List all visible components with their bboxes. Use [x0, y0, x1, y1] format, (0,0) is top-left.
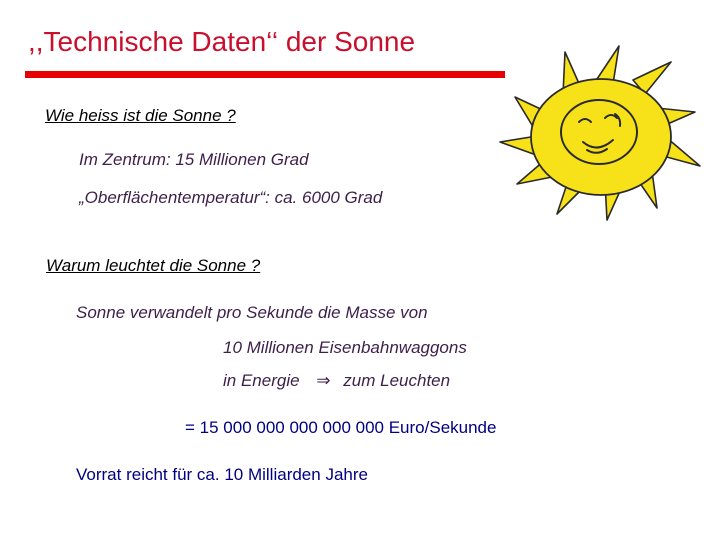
core-temperature-line: Im Zentrum: 15 Millionen Grad	[79, 150, 309, 169]
arrow-icon: ⇒	[316, 371, 331, 390]
heading-how-hot: Wie heiss ist die Sonne ?	[45, 106, 236, 125]
smiling-sun-icon	[495, 42, 707, 222]
wagons-line: 10 Millionen Eisenbahnwaggons	[223, 338, 467, 357]
energy-text: in Energie	[223, 371, 300, 390]
mass-conversion-line: Sonne verwandelt pro Sekunde die Masse von	[76, 303, 428, 322]
euro-per-second-line: = 15 000 000 000 000 000 Euro/Sekunde	[185, 418, 497, 437]
reserve-line: Vorrat reicht für ca. 10 Milliarden Jahre	[76, 465, 368, 484]
energy-line	[223, 371, 450, 391]
slide-title: ,,Technische Daten‘‘ der Sonne	[28, 26, 416, 57]
light-text: zum Leuchten	[343, 371, 451, 390]
heading-why-shine: Warum leuchtet die Sonne ?	[46, 256, 261, 275]
title-underline	[25, 71, 505, 78]
surface-temperature-line: „Oberflächentemperatur“: ca. 6000 Grad	[79, 188, 383, 207]
